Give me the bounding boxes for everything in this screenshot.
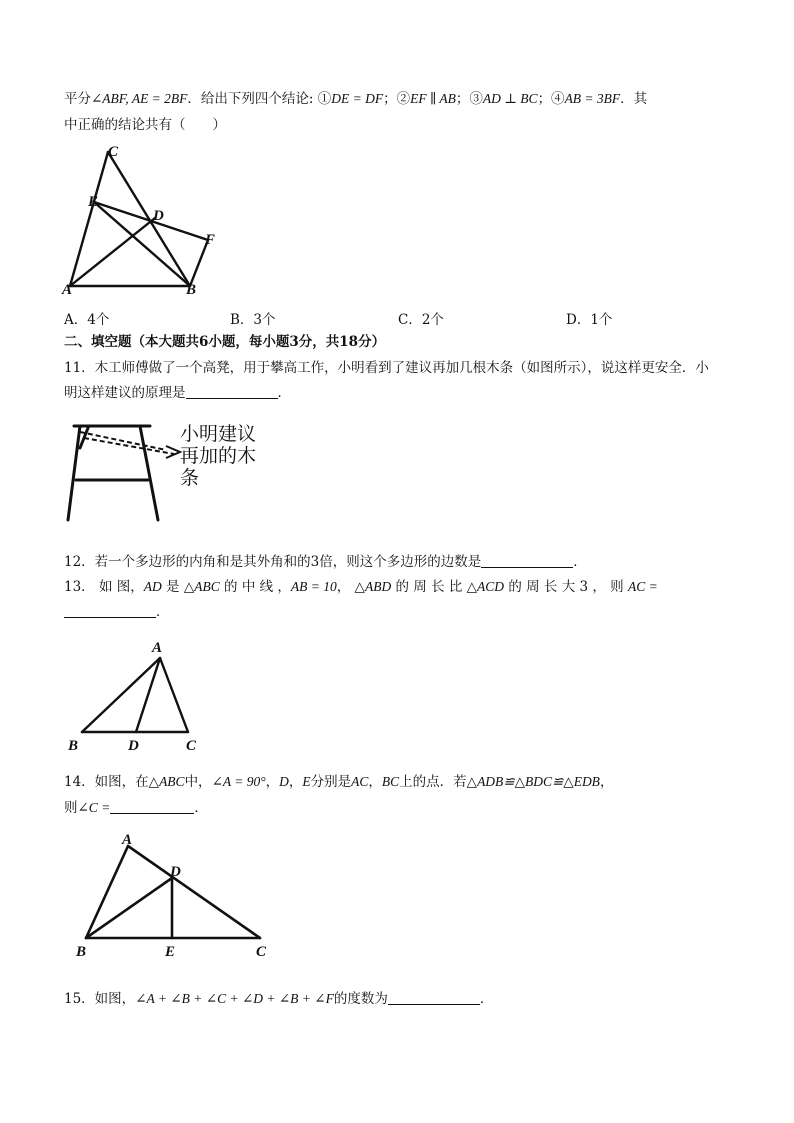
- segment-ca: [70, 152, 108, 286]
- figure-note-3: 条: [180, 467, 200, 489]
- q11-figure: [62, 418, 272, 526]
- q13-line1: 13． 如 图，AD 是 △ABC 的 中 线 ，AB = 10， △ABD 的 周 长 比 △ACD 的 周 长 大 3 ， 则 AC =: [64, 579, 658, 595]
- q10-line1: 平分∠ABF, AE = 2BF．给出下列四个结论: ①DE = DF；②EF ∥ AB；③AD ⊥ BC；④AB = 3BF．其: [64, 91, 648, 107]
- q12: 12．若一个多边形的内角和是其外角和的3倍，则这个多边形的边数是 ．: [64, 554, 587, 570]
- label-f: F: [205, 232, 216, 248]
- answer-blank: [110, 799, 194, 814]
- answer-blank: [481, 553, 573, 568]
- label-a: A: [152, 640, 163, 656]
- q10-figure: [60, 140, 230, 298]
- suggested-strip-2: [84, 438, 174, 454]
- q13-figure: [62, 636, 212, 756]
- stool-right-leg: [140, 426, 158, 520]
- answer-blank: [64, 603, 156, 618]
- segment-eb: [94, 202, 190, 286]
- q14-line2: 则∠C = ．: [64, 800, 208, 816]
- q11-line1: 11．木工师傅做了一个高凳，用于攀高工作，小明看到了建议再加几根木条（如图所示），说这样更安全．小: [64, 360, 709, 376]
- section-heading: 二、填空题（本大题共6小题，每小题3分，共18分）: [64, 334, 386, 350]
- label-e: E: [88, 194, 99, 210]
- segment-ac: [128, 846, 260, 938]
- stool-left-leg: [68, 426, 80, 520]
- segment-ad: [70, 218, 155, 286]
- label-c: C: [256, 944, 267, 960]
- q15: 15．如图，∠A + ∠B + ∠C + ∠D + ∠B + ∠F的度数为 ．: [64, 991, 494, 1007]
- label-c: C: [186, 738, 197, 754]
- figure-note-1: 小明建议: [180, 423, 257, 445]
- option-b: B．3个: [230, 312, 276, 328]
- option-d: D．1个: [566, 312, 613, 328]
- label-a: A: [122, 832, 133, 848]
- q11-line2: 明这样建议的原理是 ．: [64, 385, 291, 401]
- label-d: D: [153, 208, 164, 224]
- label-b: B: [76, 944, 87, 960]
- answer-blank: [388, 990, 480, 1005]
- label-e: E: [165, 944, 176, 960]
- label-d: D: [128, 738, 139, 754]
- figure-note-2: 再加的木: [180, 445, 257, 467]
- label-b: B: [186, 282, 197, 298]
- label-d: D: [170, 864, 181, 880]
- suggested-strip-1: [80, 432, 166, 450]
- q14-line1: 14．如图，在△ABC中，∠A = 90°，D，E分别是AC，BC上的点．若△ADB≌△BDC≌△EDB，: [64, 774, 614, 790]
- label-c: C: [108, 144, 119, 160]
- option-c: C．2个: [398, 312, 444, 328]
- label-a: A: [62, 282, 73, 298]
- segment-ac: [160, 658, 188, 732]
- q10-line2: 中正确的结论共有（ ）: [64, 117, 226, 133]
- arrow-icon: [166, 446, 180, 458]
- segment-cb: [108, 152, 190, 286]
- q14-figure: [70, 830, 280, 962]
- option-a: A．4个: [64, 312, 110, 328]
- q13-line2: ．: [64, 602, 170, 622]
- answer-blank: [186, 384, 278, 399]
- label-b: B: [68, 738, 79, 754]
